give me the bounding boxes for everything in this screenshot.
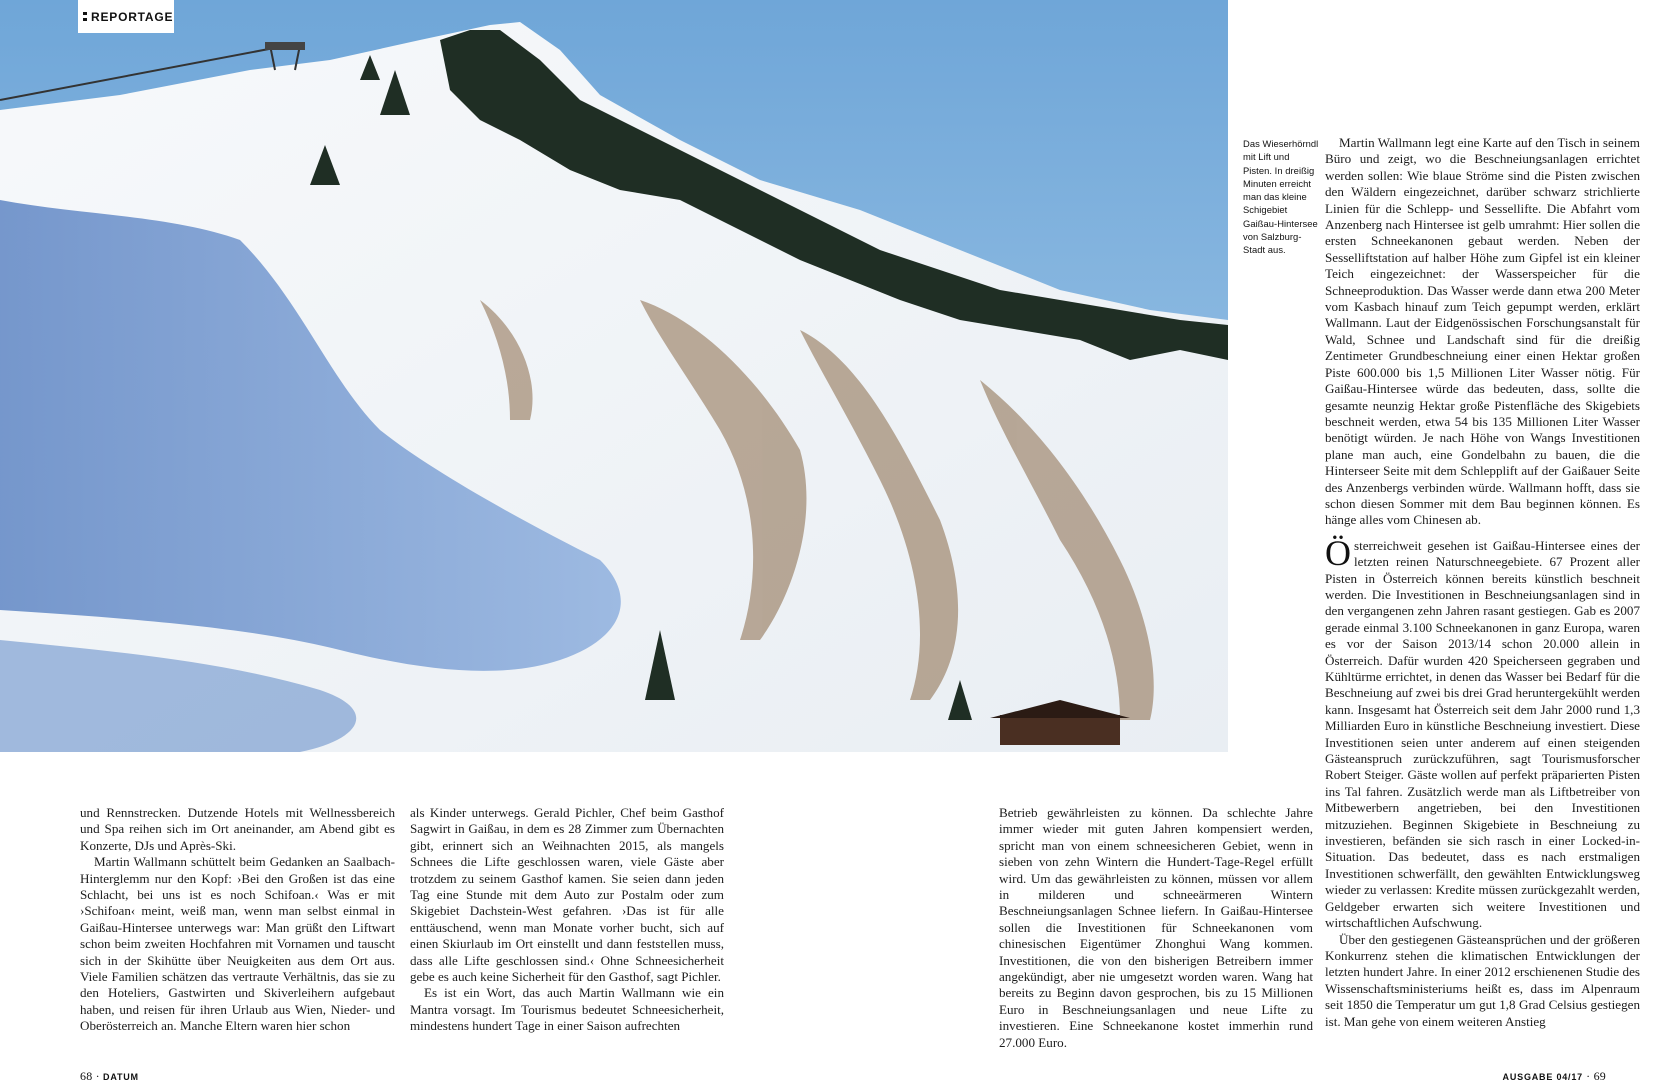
folio-left: 68 · DATUM bbox=[80, 1069, 139, 1083]
paragraph: als Kinder unterwegs. Gerald Pichler, Chef beim Gasthof Sagwirt in Gaißau, in dem es 28 Zimmer zum Übernachten gibt, erinnert sich an Weihnachten 2015, als mangels Schnees die Lifte geschlossen waren, viele Gäste aber trotzdem zu seinem Gasthof kamen. Sie seien dann jeden Tag eine Stunde mit dem Auto zur Postalm oder zum Skigebiet Dachstein-West gefahren. ›Das ist für alle enttäuschend, wenn man Monate vorher bucht, sich auf einen Skiurlaub im Ort einstellt und dann feststellen muss, dass alle Lifte geschlossen sind.‹ Ohne Schneesicherheit gebe es auch keine Sicherheit für den Gasthof, sagt Pichler. bbox=[410, 805, 724, 985]
article-column-3 bbox=[999, 805, 1313, 1051]
paragraph: Über den gestiegenen Gästeansprüchen und der größeren Konkurrenz stehen die klimatischen Entwicklungen der letzten hundert Jahre. In einer 2012 erschienenen Studie des Wissenschaftsministeriums heißt es, dass im Alpenraum seit 1850 die Temperatur um gut 1,8 Grad Celsius gestiegen ist. Man gehe von einem weiteren Anstieg bbox=[1325, 931, 1640, 1029]
section-marker-icon bbox=[83, 12, 87, 21]
magazine-name: DATUM bbox=[103, 1072, 139, 1082]
article-column-2 bbox=[410, 805, 724, 1035]
article-column-4 bbox=[1325, 135, 1640, 1030]
folio-right: AUSGABE 04/17 · 69 bbox=[1502, 1069, 1606, 1083]
page-number-left: 68 bbox=[80, 1069, 93, 1083]
article-column-1 bbox=[80, 805, 395, 1035]
paragraph-with-dropcap bbox=[1325, 532, 1640, 932]
paragraph-text: sterreichweit gesehen ist Gaißau-Hintersee eines der letzten reinen Naturschneegebiete. 67 Prozent aller Pisten in Österreich können bereits künstlich beschneit werden. Die Investitionen in Beschneiungsanlagen sind in den vergangenen zehn Jahren rasant gestiegen. Gab es 2007 gerade einmal 3.100 Schneekanonen in ganz Europa, waren es vor der Saison 2013/14 schon 20.000 allein in Österreich. Dafür wurden 420 Speicherseen gegraben und Kühltürme errichtet, in denen das Wasser bei Bedarf für die Beschneiung auf zwei bis drei Grad heruntergekühlt werden kann. Insgesamt hat Österreich seit dem Jahr 2000 rund 1,3 Milliarden Euro in künstliche Beschneiung investiert. Diese Investitionen seien unter anderem auf einen steigenden Gästeanspruch zurückzuführen, sagt Tourismusforscher Robert Steiger. Gäste wollen auf perfekt präparierten Pisten ins Tal fahren. Zusätzlich werde man als Liftbetreiber von Mitbewerbern angetrieben, bei den Investitionen mitzuziehen. Beginnen Skigebiete in Beschneiung zu investieren, befänden sie sich rasch in einer Locked-in-Situation. Das bedeutet, dass es nach erstmaligen Investitionen schwerfällt, den gewählten Entwicklungsweg wieder zu verlassen: Kredite müssen zurückgezahlt werden, Geldgeber erwarten sich weitere Investitionen und wirtschaftlichen Aufschwung. bbox=[1325, 537, 1640, 931]
section-tag bbox=[78, 0, 174, 33]
drop-cap: Ö bbox=[1325, 532, 1351, 573]
paragraph: Betrieb gewährleisten zu können. Da schlechte Jahre immer wieder mit guten Jahren kompensiert werden, spricht man von einem schneesicheren Gebiet, wenn in sieben von zehn Wintern die Hundert-Tage-Regel erfüllt wird. Um das gewährleisten zu können, müssen vor allem in milderen und schneeärmeren Wintern Beschneiungsanlagen Schnee liefern. In Gaißau-Hintersee sollen die Investitionen für Schneekanonen vom chinesischen Eigentümer Zhonghui Wang kommen. Investitionen, die von den bisherigen Betreibern immer angekündigt, aber nie umgesetzt worden waren. Wang hat bereits zu Beginn davon gesprochen, bis zu 15 Millionen Euro in Beschneiungsanlagen und neue Lifte zu investieren. Eine Schneekanone kostet immerhin rund 27.000 Euro. bbox=[999, 805, 1313, 1050]
paragraph: und Rennstrecken. Dutzende Hotels mit Wellnessbereich und Spa reihen sich im Ort aneinander, am Abend gibt es Konzerte, DJs und Après-Ski. bbox=[80, 805, 395, 853]
page-number-right: 69 bbox=[1593, 1069, 1606, 1083]
photo-caption: Das Wieserhörndl mit Lift und Pisten. In dreißig Minuten erreicht man das kleine Schigebiet Gaißau-Hintersee von Salzburg-Stadt aus. bbox=[1243, 138, 1319, 256]
section-tag-label: REPORTAGE bbox=[91, 9, 174, 24]
issue-label: AUSGABE 04/17 bbox=[1502, 1072, 1583, 1082]
paragraph: Martin Wallmann legt eine Karte auf den Tisch in seinem Büro und zeigt, wo die Beschneiungsanlagen errichtet werden sollen: Wie blaue Ströme sind die Pisten zwischen den Wäldern eingezeichnet, darüber schwarz strichlierte Linien für die Schlepp- und Sessellifte. Die Abfahrt vom Anzenberg nach Hintersee ist gelb umrahmt: Hier sollen die ersten Schneekanonen gebaut werden. Neben der Sesselliftstation auf halber Höhe zum Gipfel ist ein kleiner Teich eingezeichnet: der Wasserspeicher für die Schneeproduktion. Das Wasser werde dann etwa 200 Meter vom Kasbach hinauf zum Teich gepumpt werden, erklärt Wallmann. Laut der Eidgenössischen Forschungsanstalt für Wald, Schnee und Landschaft sind für die dreißig Zentimeter Grundbeschneiung einer einen Hektar großen Piste 600.000 bis 1,5 Millionen Liter Wasser nötig. Für Gaißau-Hintersee würde das bedeuten, dass, sollte die gesamte neunzig Hektar große Pistenfläche des Skigebiets beschneit werden, etwa 54 bis 135 Millionen Liter Wasser benötigt würden. Je nach Höhe von Wangs Investitionen plane man auch, eine Gondelbahn zu bauen, die die Hinterseer Seite mit dem Schlepplift auf der Gaißauer Seite des Anzenbergs verbinden würde. Wallmann hofft, dass sie schon diesen Sommer mit dem Bau beginnen können. Es hänge alles vom Chinesen ab. bbox=[1325, 135, 1640, 528]
paragraph: Es ist ein Wort, das auch Martin Wallmann wie ein Mantra vorsagt. Im Tourismus bedeutet Schneesicherheit, mindestens hundert Tage in einer Saison aufrechten bbox=[410, 985, 724, 1034]
paragraph: Martin Wallmann schüttelt beim Gedanken an Saalbach-Hinterglemm nur den Kopf: ›Bei den Großen ist das eine Schlacht, bei uns ist es noch Schifoan.‹ Was er mit ›Schifoan‹ meint, weiß man, wenn man selbst einmal in Gaißau-Hintersee unterwegs war: Man grüßt den Liftwart schon beim zweiten Hochfahren mit Vornamen und tauscht sich in der Skihütte über Neuigkeiten aus dem Ort aus. Viele Familien schätzen das vertraute Verhältnis, das sie zu den Hoteliers, Gastwirten und Skiverleihern aufgebaut haben, und reisen für ihren Urlaub aus Wien, Nieder- und Oberösterreich an. Manche Eltern waren hier schon bbox=[80, 854, 395, 1034]
